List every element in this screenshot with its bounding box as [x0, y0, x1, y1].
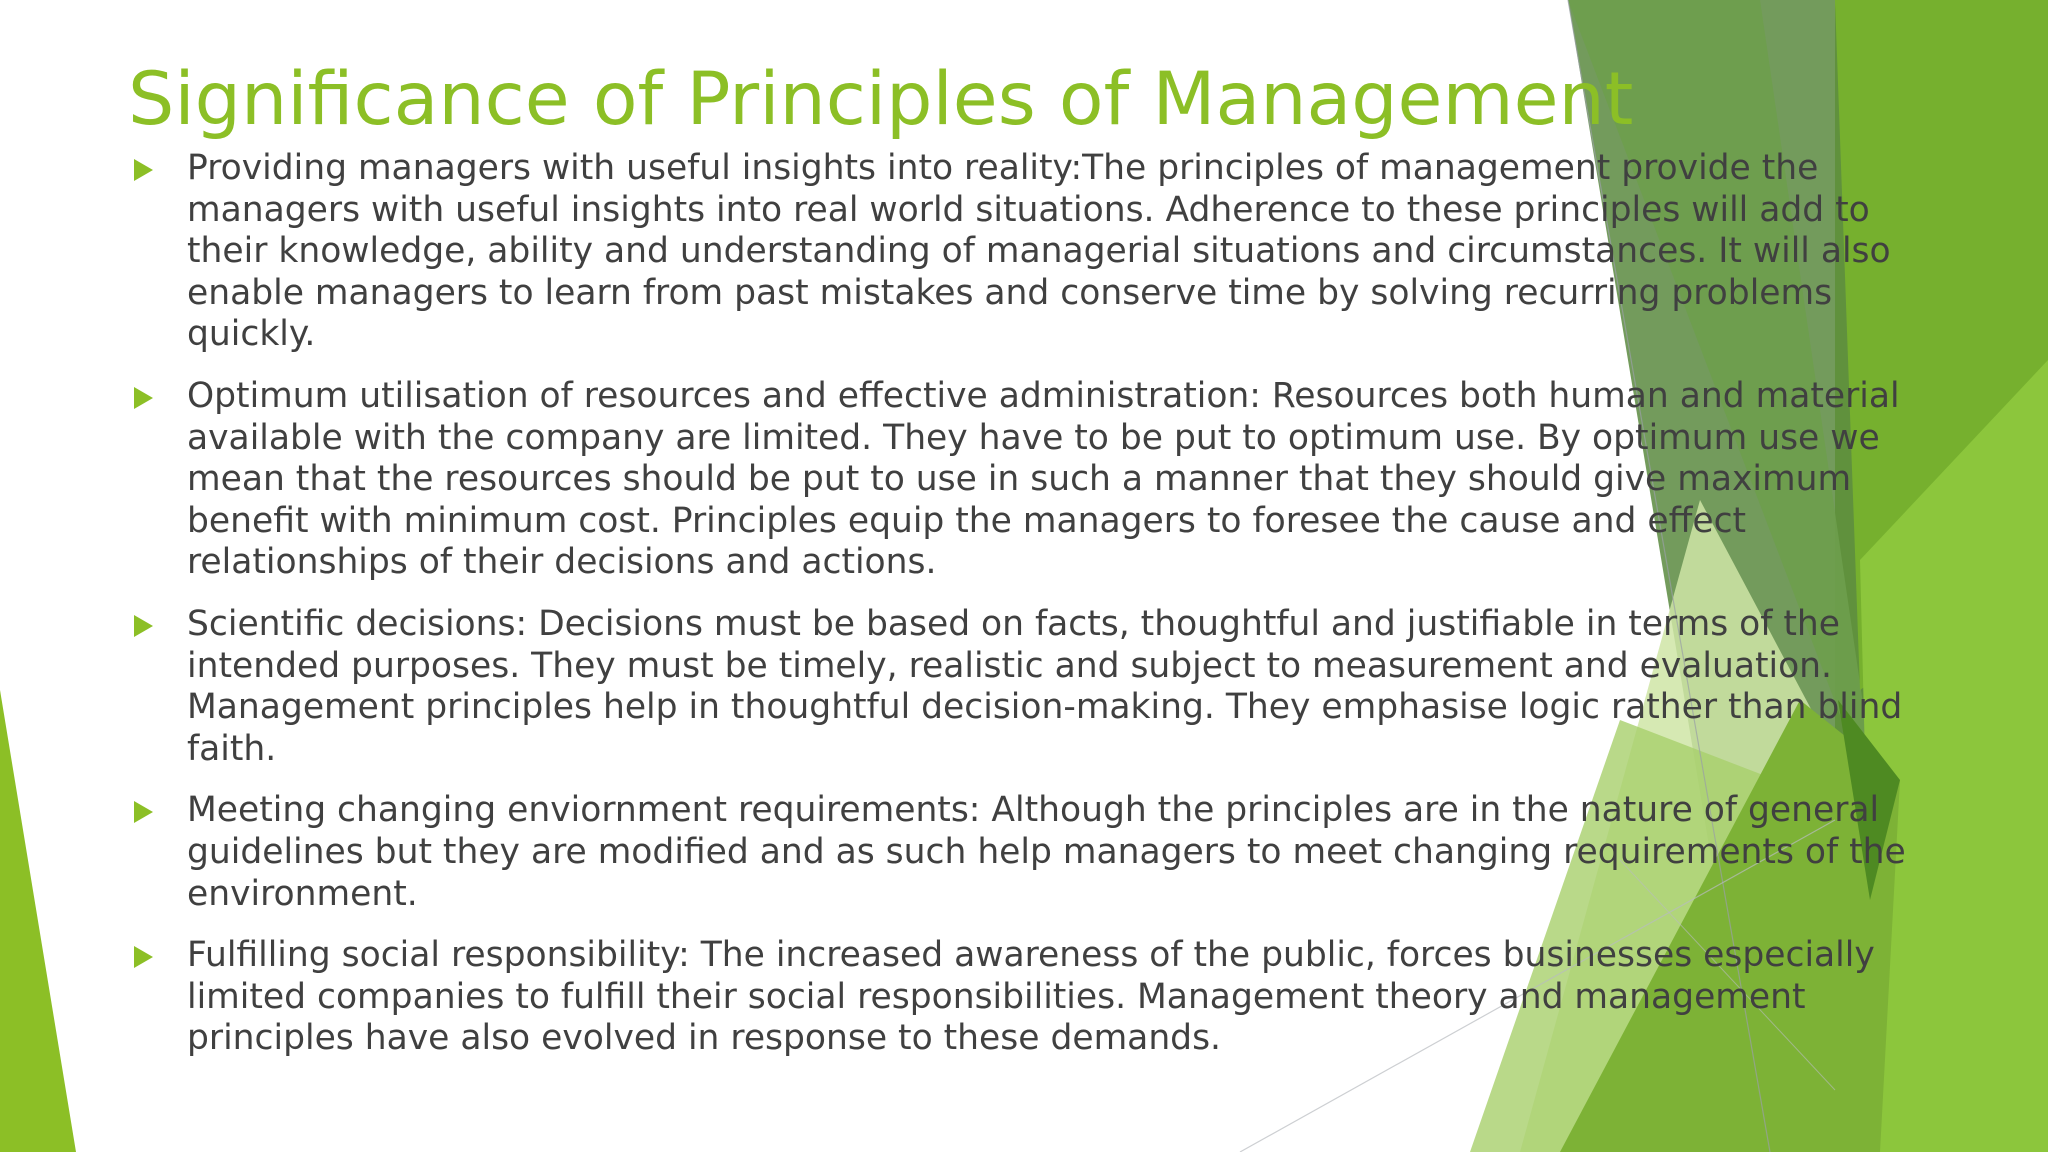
bullet-item: [130, 935, 1910, 1060]
slide-title: Significance of Principles of Management: [128, 57, 1634, 142]
bullet-item: [130, 376, 1910, 584]
left-edge-shape: [0, 690, 76, 1152]
triangle-bullet-icon: [134, 159, 153, 181]
triangle-bullet-icon: [134, 387, 153, 409]
triangle-bullet-icon: [134, 946, 153, 968]
bullet-item: [130, 790, 1910, 915]
bullet-text: Fulfilling social responsibility: The increased awareness of the public, forces businesses especially limited companies to fulfill their social responsibilities. Management theory and management principles have also evolved in response to these demands.: [187, 935, 1875, 1059]
bullet-item: [130, 604, 1910, 770]
bullet-text: Optimum utilisation of resources and effective administration: Resources both human and material available with the company are limited. They have to be put to optimum use. By optimum use we mean that the resources should be put to use in such a manner that they should give maximum benefit with minimum cost. Principles equip the managers to foresee the cause and effect relationships of their decisions and actions.: [187, 375, 1900, 583]
bullet-item: [130, 148, 1910, 356]
bullet-list: [130, 148, 1910, 1080]
bullet-text: Providing managers with useful insights into reality:The principles of management provide the managers with useful insights into real world situations. Adherence to these principles will add to their knowledge, ability and understanding of managerial situations and circumstances. It will also enable managers to learn from past mistakes and conserve time by solving recurring problems quickly.: [187, 148, 1891, 355]
triangle-bullet-icon: [134, 615, 153, 637]
bullet-text: Scientific decisions: Decisions must be based on facts, thoughtful and justifiable in terms of the intended purposes. They must be timely, realistic and subject to measurement and evaluation. Management principles help in thoughtful decision-making. They emphasise logic rather than blind faith.: [187, 603, 1903, 769]
triangle-bullet-icon: [134, 801, 153, 823]
bullet-text: Meeting changing enviornment requirements: Although the principles are in the nature of general guidelines but they are modified and as such help managers to meet changing requirements of the environment.: [187, 790, 1906, 914]
